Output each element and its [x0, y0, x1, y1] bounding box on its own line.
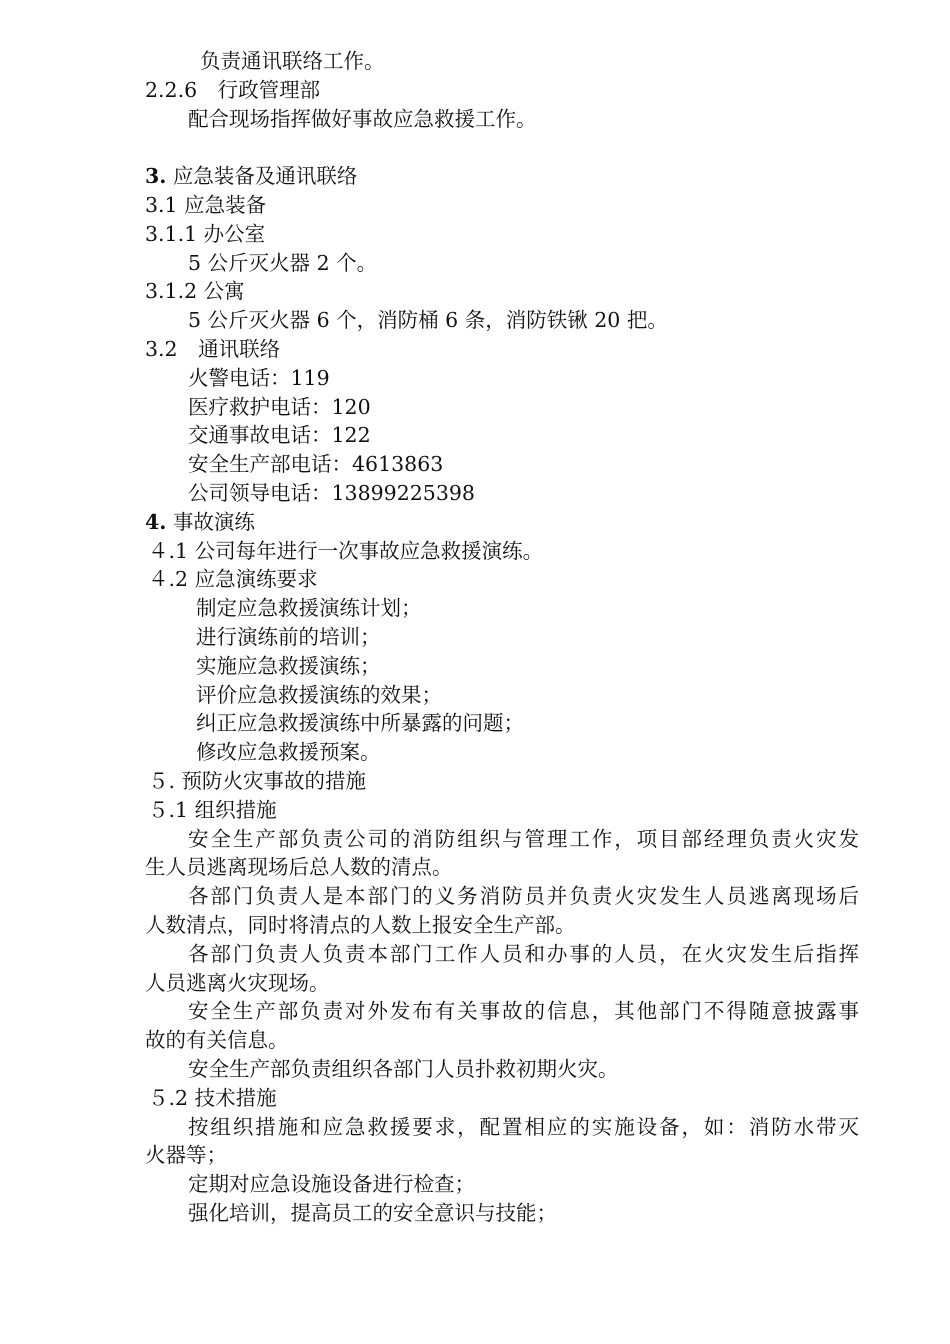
paragraph-line: 生人员逃离现场后总人数的清点。 — [145, 855, 453, 879]
paragraph-line: 各部门负责人是本部门的义务消防员并负责火灾发生人员逃离现场后 — [188, 884, 859, 908]
list-item: 实施应急救援演练； — [196, 654, 381, 678]
text-line: 负责通讯联络工作。 — [200, 49, 385, 73]
section-heading-5: ５. 预防火灾事故的措施 — [148, 769, 367, 793]
section-heading-4 — [145, 508, 255, 536]
section-number: 3. — [145, 164, 167, 188]
paragraph-line: 火器等； — [145, 1143, 227, 1167]
section-heading-2-2-6: 2.2.6 行政管理部 — [145, 78, 321, 102]
paragraph-line: 安全生产部负责公司的消防组织与管理工作，项目部经理负责火灾发 — [188, 827, 859, 851]
section-heading-3-1-2: 3.1.2 公寓 — [145, 279, 245, 303]
paragraph-line: 故的有关信息。 — [145, 1028, 289, 1052]
section-heading-3-2: 3.2 通讯联络 — [145, 337, 281, 361]
paragraph-line: 人数清点，同时将清点的人数上报安全生产部。 — [145, 913, 576, 937]
list-item: 评价应急救援演练的效果； — [196, 683, 442, 707]
paragraph-line: 强化培训，提高员工的安全意识与技能； — [188, 1201, 557, 1225]
section-number: 4. — [145, 510, 167, 534]
section-heading-5-2: ５.2 技术措施 — [148, 1086, 277, 1110]
phone-safety-dept: 安全生产部电话：4613863 — [188, 452, 444, 476]
text-line: 5 公斤灭火器 2 个。 — [188, 251, 378, 275]
section-heading-3-1: 3.1 应急装备 — [145, 193, 267, 217]
text-line: 5 公斤灭火器 6 个，消防桶 6 条，消防铁锹 20 把。 — [188, 308, 668, 332]
phone-fire: 火警电话：119 — [188, 366, 330, 390]
paragraph-line: 定期对应急设施设备进行检查； — [188, 1172, 475, 1196]
section-heading-3-1-1: 3.1.1 办公室 — [145, 222, 266, 246]
section-heading-4-1: ４.1 公司每年进行一次事故应急救援演练。 — [148, 539, 544, 563]
section-title: 事故演练 — [172, 510, 255, 534]
phone-medical: 医疗救护电话：120 — [188, 395, 371, 419]
list-item: 进行演练前的培训； — [196, 625, 381, 649]
section-heading-5-1: ５.1 组织措施 — [148, 798, 277, 822]
phone-traffic: 交通事故电话：122 — [188, 423, 371, 447]
list-item: 纠正应急救援演练中所暴露的问题； — [196, 711, 524, 735]
phone-leadership: 公司领导电话：13899225398 — [188, 481, 475, 505]
section-heading-3 — [145, 162, 357, 190]
paragraph-line: 人员逃离火灾现场。 — [145, 971, 330, 995]
list-item: 制定应急救援演练计划； — [196, 596, 422, 620]
text-line: 配合现场指挥做好事故应急救援工作。 — [188, 107, 537, 131]
paragraph-line: 安全生产部负责对外发布有关事故的信息，其他部门不得随意披露事 — [188, 999, 859, 1023]
paragraph-line: 各部门负责人负责本部门工作人员和办事的人员，在火灾发生后指挥 — [188, 942, 859, 966]
section-title: 应急装备及通讯联络 — [172, 164, 358, 188]
paragraph-line: 安全生产部负责组织各部门人员扑救初期火灾。 — [188, 1057, 619, 1081]
list-item: 修改应急救援预案。 — [196, 740, 381, 764]
paragraph-line: 按组织措施和应急救援要求，配置相应的实施设备，如：消防水带灭 — [188, 1115, 859, 1139]
section-heading-4-2: ４.2 应急演练要求 — [148, 567, 318, 591]
